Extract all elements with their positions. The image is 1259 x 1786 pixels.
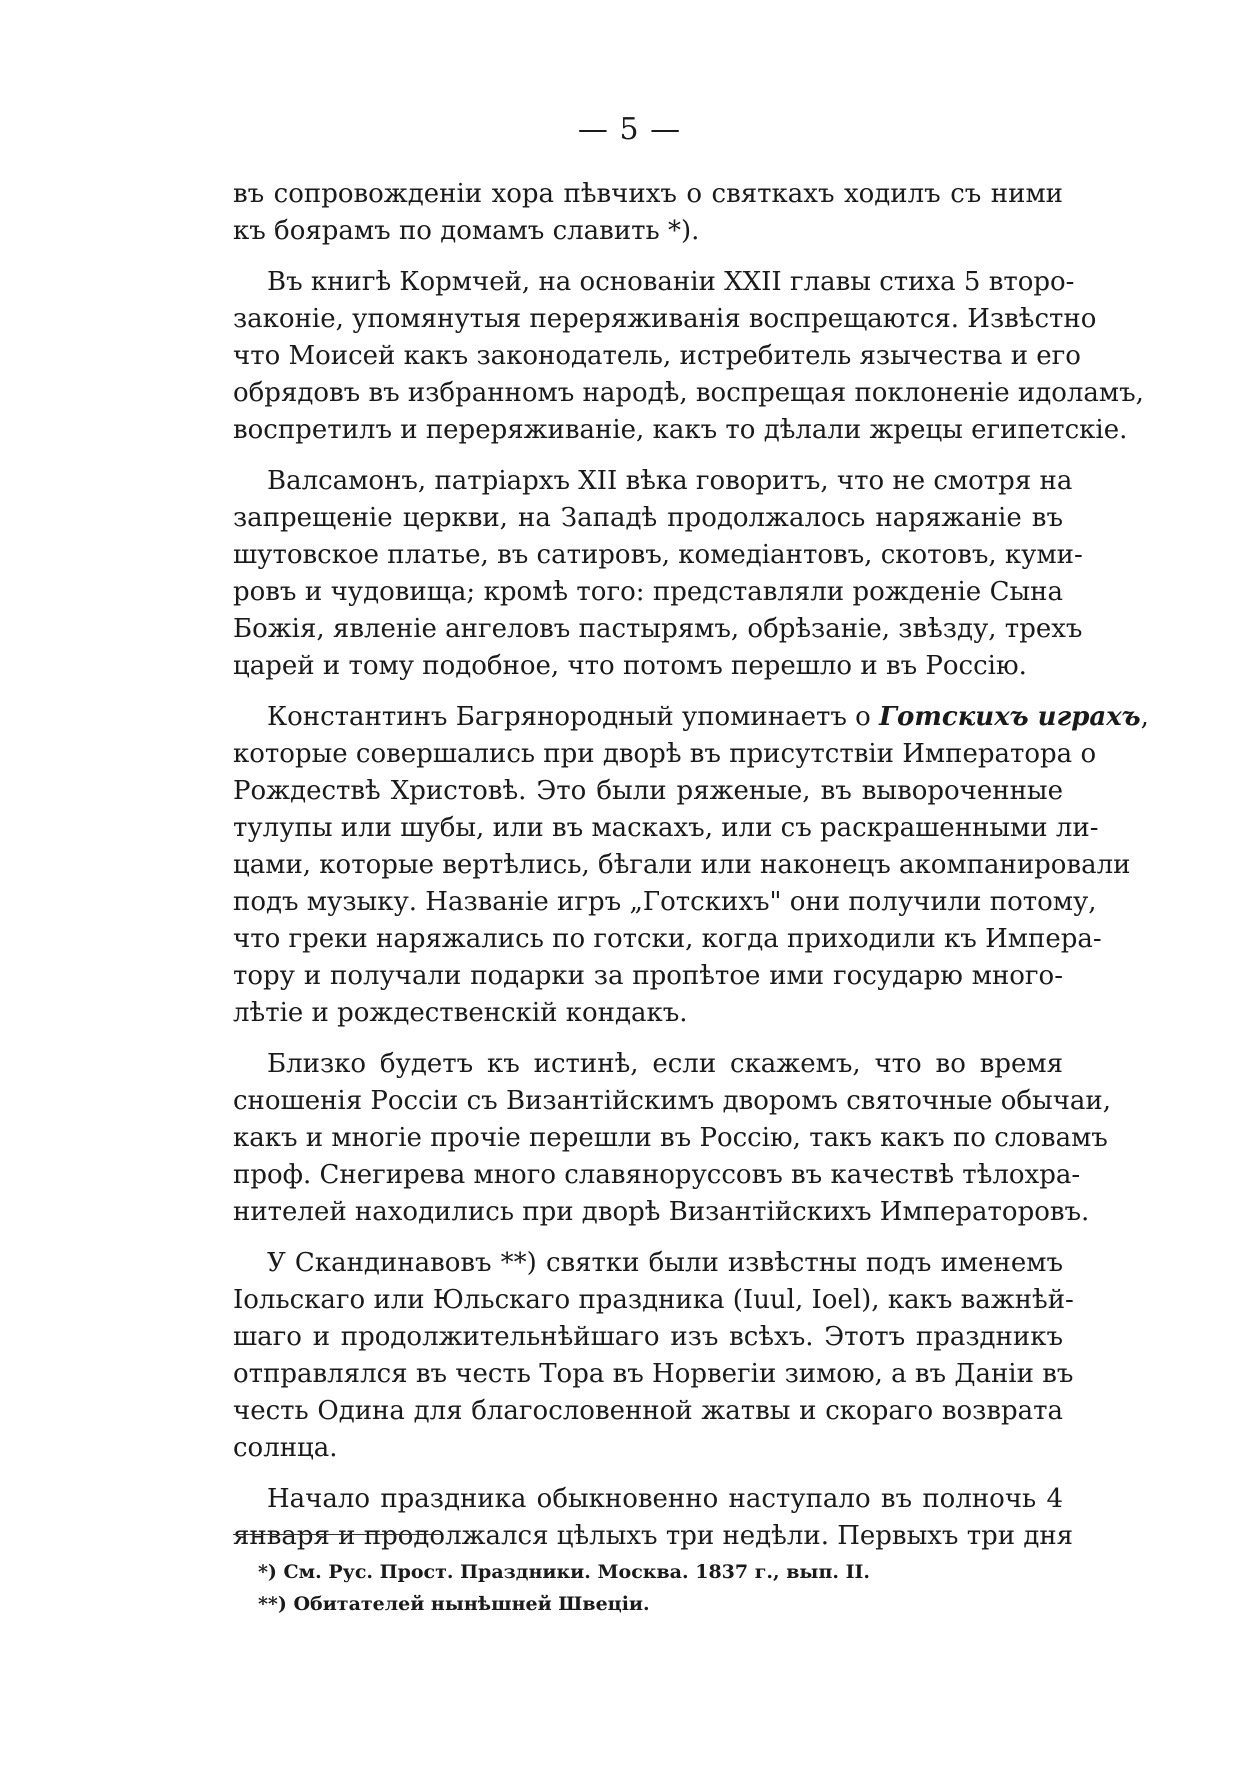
text-line: Валсамонъ, патріархъ XII вѣка говоритъ, что не смотря на [267, 466, 1073, 496]
text-line: которые совершались при дворѣ въ присутствіи Императора о [233, 739, 1097, 769]
paragraph-gap [233, 685, 1063, 699]
text-line: воспретилъ и переряживаніе, какъ то дѣлали жрецы египетскіе. [233, 415, 1128, 445]
text-line: У Скандинавовъ **) святки были извѣстны подъ именемъ [267, 1248, 1063, 1278]
text-line: шутовское платье, въ сатировъ, комедіантовъ, скотовъ, куми- [233, 540, 1083, 570]
paragraph-gap [233, 250, 1063, 264]
text-line: солнца. [233, 1433, 338, 1463]
text-line: Начало праздника обыкновенно наступало въ полночь 4 [267, 1484, 1063, 1514]
text-line: нителей находились при дворѣ Византійскихъ Императоровъ. [233, 1197, 1090, 1227]
paragraph-gap [233, 1032, 1063, 1046]
body-text [233, 176, 1149, 1555]
paragraph-gap [233, 1467, 1063, 1481]
paragraph [233, 699, 1149, 1032]
text-line: лѣтіе и рождественскій кондакъ. [233, 998, 688, 1028]
text-line: царей и тому подобное, что потомъ перешло и въ Россію. [233, 651, 1027, 681]
text-line: Божія, явленіе ангеловъ пастырямъ, обрѣзаніе, звѣзду, трехъ [233, 614, 1083, 644]
text-line: что греки наряжались по готски, когда приходили къ Импера- [233, 924, 1102, 954]
text-line: Іольскаго или Юльскаго праздника (Iuul, Ioel), какъ важнѣй- [233, 1285, 1074, 1315]
paragraph-gap [233, 1231, 1063, 1245]
text-line: Въ книгѣ Кормчей, на основаніи XXII главы стиха 5 второ- [267, 267, 1075, 297]
text-line: отправлялся въ честь Тора въ Норвегіи зимою, а въ Даніи въ [233, 1359, 1074, 1389]
text-line: шаго и продолжительнѣйшаго изъ всѣхъ. Этотъ праздникъ [233, 1322, 1063, 1352]
text-line: Близко будетъ къ истинѣ, если скажемъ, что во время [267, 1049, 1063, 1079]
footnotes [258, 1556, 1058, 1620]
text-line: проф. Снегирева много славяноруссовъ въ качествѣ тѣлохра- [233, 1160, 1081, 1190]
text-line: Константинъ Багрянородный упоминаетъ о Готскихъ играхъ, [267, 702, 1149, 732]
text-line: ровъ и чудовища; кромѣ того: представляли рожденіе Сына [233, 577, 1063, 607]
text-line: обрядовъ въ избранномъ народѣ, воспрещая поклоненіе идоламъ, [233, 378, 1144, 408]
text-line: въ сопровожденіи хора пѣвчихъ о святкахъ ходилъ съ ними [233, 179, 1063, 209]
paragraph [233, 176, 1063, 250]
footnote-divider [233, 1534, 441, 1535]
footnote: *) См. Рус. Прост. Праздники. Москва. 1837 г., вып. II. [258, 1561, 870, 1583]
text-line: какъ и многіе прочіе перешли въ Россію, такъ какъ по словамъ [233, 1123, 1108, 1153]
text-line: честь Одина для благословенной жатвы и скораго возврата [233, 1396, 1063, 1426]
text-line: цами, которые вертѣлись, бѣгали или наконецъ акомпанировали [233, 850, 1131, 880]
paragraph [233, 1046, 1112, 1231]
text-line: сношенія Россіи съ Византійскимъ дворомъ святочные обычаи, [233, 1086, 1112, 1116]
emphasized-text: Готскихъ играхъ [879, 702, 1141, 732]
paragraph-gap [233, 449, 1063, 463]
paragraph [233, 1481, 1074, 1555]
text-line: Рождествѣ Христовѣ. Это были ряженые, въ вывороченные [233, 776, 1063, 806]
text-line: къ боярамъ по домамъ славить *). [233, 216, 700, 246]
paragraph [233, 463, 1083, 685]
text-line: тулупы или шубы, или въ маскахъ, или съ раскрашенными ли- [233, 813, 1099, 843]
text-line: что Моисей какъ законодатель, истребитель язычества и его [233, 341, 1081, 371]
text-line: тору и получали подарки за пропѣтое ими государю много- [233, 961, 1063, 991]
text-line: запрещеніе церкви, на Западѣ продолжалось наряжаніе въ [233, 503, 1063, 533]
page-number: — 5 — [577, 112, 682, 147]
text-line: подъ музыку. Названіе игръ „Готскихъ" они получили потому, [233, 887, 1097, 917]
paragraph [233, 1245, 1074, 1467]
footnote: **) Обитателей нынѣшней Швеціи. [258, 1593, 650, 1615]
text-line: января и продолжался цѣлыхъ три недѣли. Первыхъ три дня [233, 1521, 1074, 1551]
text-line: законіе, упомянутыя переряживанія воспрещаются. Извѣстно [233, 304, 1097, 334]
paragraph [233, 264, 1144, 449]
